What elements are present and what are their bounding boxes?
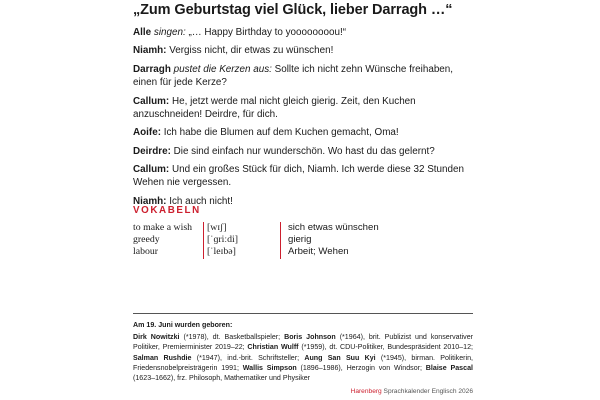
speaker-name: Callum: [133, 164, 170, 176]
dialogue-line [133, 95, 469, 121]
section-divider [133, 313, 473, 314]
speaker-name: Callum: [133, 95, 170, 107]
birthday-info: (*1978), dt. Basketballspieler; [179, 333, 285, 342]
birthday-name: Christian Wulff [247, 343, 299, 352]
birthday-info: (1896–1986), Herzogin von Windsor; [296, 363, 426, 372]
dialogue-line [133, 145, 469, 158]
dialogue-line [133, 44, 469, 57]
dialogue-text: Und ein großes Stück für dich, Niamh. Ich werde diese 32 Stunden Wehen nie vergessen. [133, 164, 464, 189]
stage-direction: pustet die Kerzen aus: [173, 63, 272, 75]
speaker-name: Deirdre: [133, 145, 171, 157]
dialogue-line [133, 26, 469, 39]
page-title: „Zum Geburtstag viel Glück, lieber Darragh …“ [133, 2, 453, 18]
birthdays-box [133, 320, 473, 383]
birthday-name: Dirk Nowitzki [133, 333, 180, 342]
speaker-name: Darragh [133, 63, 171, 75]
speaker-name: Alle [133, 27, 152, 38]
birthday-info: (*1959), dt. CDU-Politiker, Bundespräsident 2010–12; [298, 343, 473, 352]
vocab-row [133, 246, 379, 258]
speaker-name: Niamh: [133, 195, 167, 207]
dialogue-text: Vergiss nicht, dir etwas zu wünschen! [166, 45, 334, 57]
birthday-name: Boris Johnson [284, 333, 336, 342]
vocab-german: sich etwas wünschen [288, 222, 379, 233]
vocab-heading: VOKABELN [133, 205, 201, 216]
birthdays-list [133, 332, 473, 383]
calendar-page [133, 0, 473, 400]
vocab-german: Arbeit; Wehen [288, 246, 349, 258]
dialogue-line [133, 163, 469, 189]
birthday-name: Aung San Suu Kyi [304, 353, 376, 362]
birthday-info: (*1947), ind.-brit. Schriftsteller; [191, 353, 305, 362]
dialogue-text: Ich auch nicht! [166, 195, 233, 207]
vocab-pronunciation: [ˈɡriːdi] [203, 234, 281, 246]
vocab-german: gierig [288, 234, 312, 246]
vocab-row [133, 234, 379, 246]
birthday-info: (1623–1662), frz. Philosoph, Mathematiker und Physiker [133, 374, 311, 383]
dialogue [133, 26, 469, 213]
birthday-name: Wallis Simpson [242, 363, 297, 372]
dialogue-text: Die sind einfach nur wunderschön. Wo hast du das gelernt? [170, 145, 435, 157]
vocab-english: greedy [133, 234, 160, 246]
dialogue-line [133, 126, 469, 139]
dialogue-line [133, 63, 469, 89]
vocab-table [133, 222, 379, 259]
vocab-english: labour [133, 246, 159, 258]
dialogue-text: He, jetzt werde mal nicht gleich gierig. Zeit, den Kuchen anzuschneiden! Deirdre, für dich. [133, 95, 416, 120]
speaker-name: Niamh: [133, 45, 167, 57]
publisher-brand: Harenberg [350, 388, 382, 395]
vocab-pronunciation: [wɪʃ] [203, 222, 281, 234]
birthday-name: Blaise Pascal [425, 363, 473, 372]
vocab-row [133, 222, 379, 234]
birthdays-heading: Am 19. Juni wurden geboren: [133, 321, 233, 329]
birthday-info: (*1945), birman. Politikerin, Friedensnobelpreisträgerin 1991; [133, 353, 473, 372]
dialogue-text: „… Happy Birthday to yoooooooou!“ [185, 27, 347, 38]
dialogue-text: Sollte ich nicht zehn Wünsche freihaben, einen für jede Kerze? [133, 63, 454, 89]
dialogue-text: Ich habe die Blumen auf dem Kuchen gemacht, Oma! [160, 127, 399, 139]
vocab-pronunciation: [ˈleɪbə] [203, 246, 281, 258]
page-footer [133, 388, 473, 395]
stage-direction: singen: [153, 27, 186, 38]
publication-title: Sprachkalender Englisch 2026 [381, 388, 473, 395]
birthday-info: (*1964), brit. Publizist und konservativer Politiker, Premierminister 2019–22; [133, 333, 474, 352]
speaker-name: Aoife: [133, 127, 161, 139]
birthday-name: Salman Rushdie [133, 353, 192, 362]
vocab-english: to make a wish [133, 222, 193, 233]
